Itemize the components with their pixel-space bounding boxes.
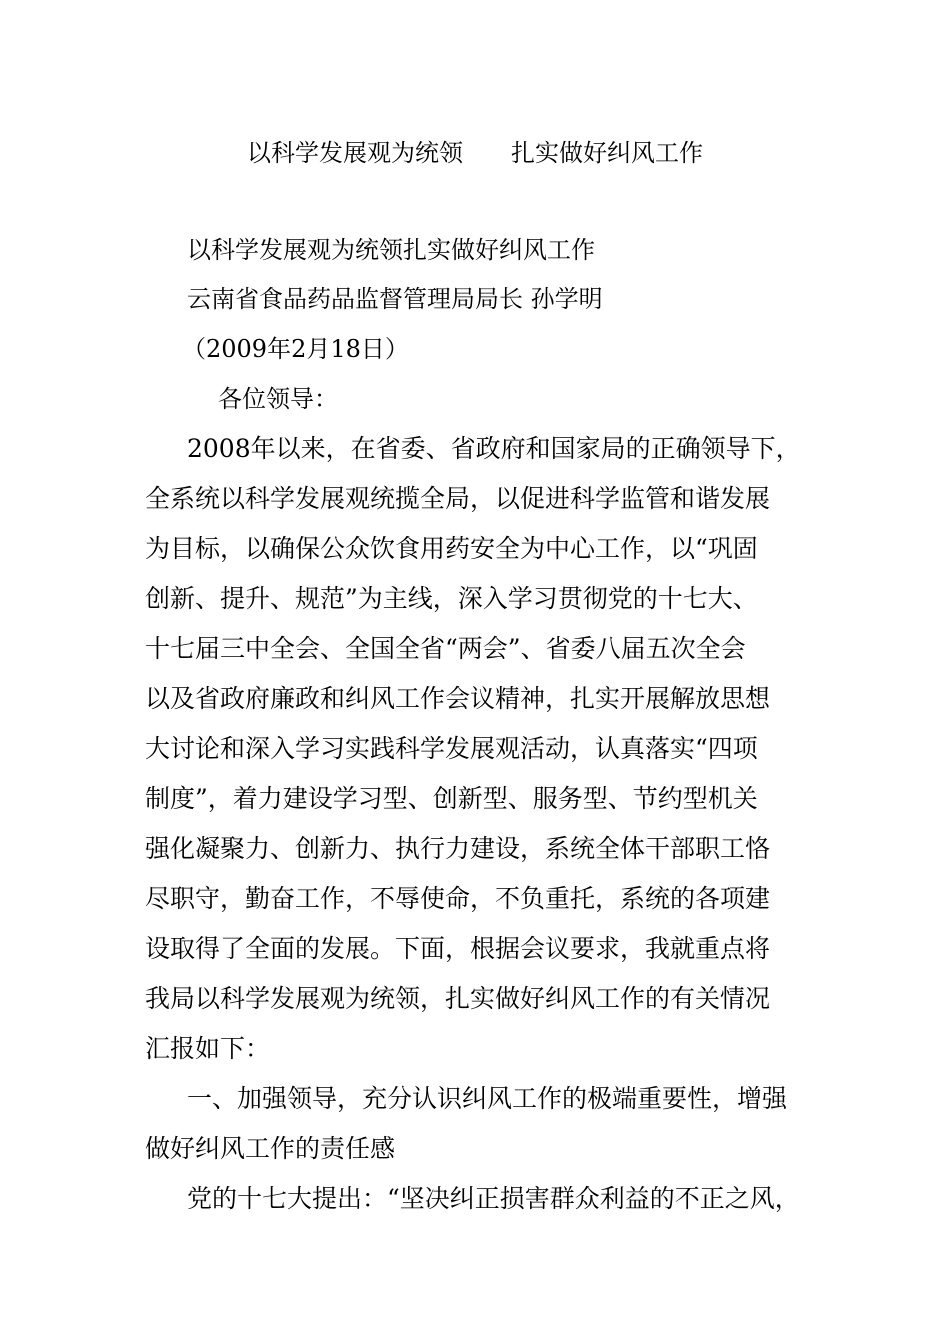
body-line: 制度”，着力建设学习型、创新型、服务型、节约型机关 xyxy=(145,784,758,813)
body-line: 十七届三中全会、全国全省“两会”、省委八届五次全会 xyxy=(145,634,746,663)
body-line: 为目标，以确保公众饮食用药安全为中心工作，以“巩固 xyxy=(145,534,758,563)
body-line: 我局以科学发展观为统领，扎实做好纠风工作的有关情况 xyxy=(145,984,771,1013)
document-subtitle: 以科学发展观为统领扎实做好纠风工作 xyxy=(187,236,595,264)
body-line: 尽职守，勤奋工作，不辱使命，不负重托，系统的各项建 xyxy=(145,884,771,913)
body-line: 全系统以科学发展观统揽全局，以促进科学监管和谐发展 xyxy=(145,484,771,513)
section-heading-line: 做好纠风工作的责任感 xyxy=(145,1134,396,1163)
author-line: 云南省食品药品监督管理局局长 孙学明 xyxy=(187,285,603,313)
document-title: 以科学发展观为统领 扎实做好纠风工作 xyxy=(247,139,703,167)
body-line: 大讨论和深入学习实践科学发展观活动，认真落实“四项 xyxy=(145,734,758,763)
body-line: 汇报如下： xyxy=(145,1034,271,1063)
section-heading-line: 一、加强领导，充分认识纠风工作的极端重要性，增强 xyxy=(187,1084,788,1113)
body-line: 创新、提升、规范”为主线，深入学习贯彻党的十七大、 xyxy=(145,584,758,613)
salutation: 各位领导： xyxy=(218,385,338,413)
date-line: （2009年2月18日） xyxy=(182,335,409,363)
body-line: 党的十七大提出：“坚决纠正损害群众利益的不正之风， xyxy=(187,1184,800,1213)
body-line: 设取得了全面的发展。下面，根据会议要求，我就重点将 xyxy=(145,934,771,963)
body-line: 以及省政府廉政和纠风工作会议精神，扎实开展解放思想 xyxy=(145,684,771,713)
body-line: 强化凝聚力、创新力、执行力建设，系统全体干部职工恪 xyxy=(145,834,771,863)
body-line: 2008年以来，在省委、省政府和国家局的正确领导下， xyxy=(187,434,801,463)
